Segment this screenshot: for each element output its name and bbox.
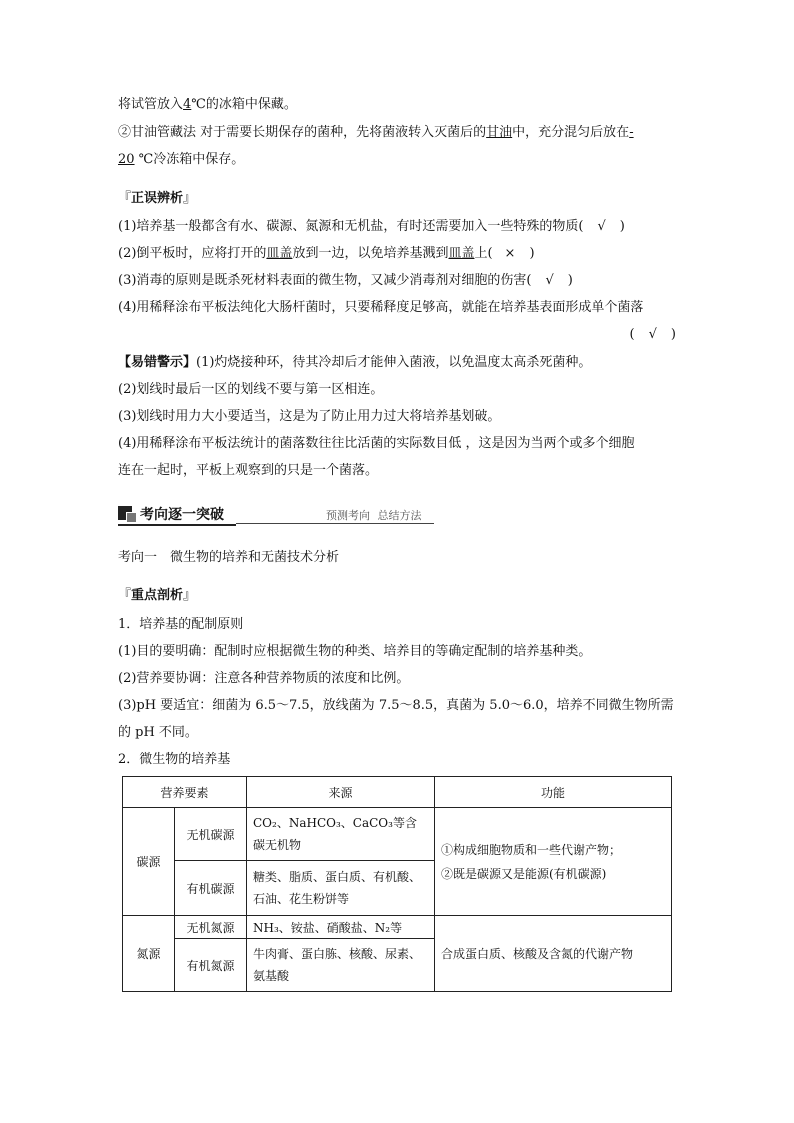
text: ℃冷冻箱中保存。: [134, 152, 245, 167]
text: ②甘油管藏法: [118, 125, 197, 140]
banner-square-icon-inner: [126, 512, 137, 523]
fill-blank: 甘油: [486, 125, 513, 140]
storage-line-1: [118, 96, 297, 114]
judge-item-4-answer: ( √ ): [629, 327, 676, 342]
medium-table: [122, 776, 672, 992]
principle-heading: 1．培养基的配制原则: [118, 617, 244, 632]
section-banner: [118, 503, 434, 527]
warning-line-1: 【易错警示】(1)灼烧接种环，待其冷却后才能伸入菌液，以免温度太高杀死菌种。: [118, 355, 592, 370]
judge-item-1: (1)培养基一般都含有水、碳源、氮源和无机盐，有时还需要加入一些特殊的物质( √ ): [118, 219, 625, 234]
judge-item-4: (4)用稀释涂布平板法纯化大肠杆菌时，只要稀释度足够高，就能在培养基表面形成单个菌落: [118, 300, 644, 315]
table-header: 营养要素: [123, 777, 247, 808]
storage-line-3: [118, 151, 244, 169]
cross-mark: ×: [504, 246, 516, 261]
table-cell: 碳源: [123, 808, 175, 916]
warning-line-5: 连在一起时，平板上观察到的只是一个菌落。: [118, 463, 379, 478]
fill-blank: 4: [183, 97, 192, 112]
table-cell: 无机碳源: [175, 808, 247, 861]
direction-title: 考向一 微生物的培养和无菌技术分析: [118, 550, 340, 565]
text: 对于需要长期保存的菌种，先将菌液转入灭菌后的: [196, 125, 487, 140]
check-mark: √: [597, 219, 606, 234]
table-cell: 氮源: [123, 916, 175, 992]
warning-line-3: (3)划线时用力大小要适当，这是为了防止用力过大将培养基划破。: [118, 409, 501, 424]
fill-blank: 20: [118, 152, 135, 167]
banner-rule: [236, 523, 434, 524]
banner-title: 考向逐一突破: [140, 507, 224, 523]
table-cell: CO₂、NaHCO₃、CaCO₃等含碳无机物: [247, 808, 435, 861]
fill-blank: -: [629, 125, 634, 140]
banner-rule-thick: [118, 524, 236, 526]
check-mark: √: [545, 273, 554, 288]
principle-1: (1)目的要明确：配制时应根据微生物的种类、培养目的等确定配制的培养基种类。: [118, 644, 592, 659]
table-cell: ①构成细胞物质和一些代谢产物； ②既是碳源又是能源(有机碳源): [435, 808, 672, 916]
section-heading-judge: 『正误辨析』: [118, 191, 197, 206]
section-heading-analysis: 『重点剖析』: [118, 588, 197, 603]
judge-item-2: (2)倒平板时，应将打开的皿盖放到一边，以免培养基溅到皿盖上( × ): [118, 246, 535, 261]
banner-subtitle: 预测考向 总结方法: [326, 509, 422, 522]
principle-3: (3)pH 要适宜：细菌为 6.5～7.5，放线菌为 7.5～8.5，真菌为 5.0～6.0，培养不同微生物所需: [118, 698, 674, 713]
check-mark: √: [648, 327, 657, 342]
table-row: [123, 808, 672, 861]
table-header-row: [123, 777, 672, 808]
table-row: [123, 916, 672, 939]
text: ℃的冰箱中保藏。: [191, 97, 297, 112]
judge-item-3: (3)消毒的原则是既杀死材料表面的微生物，又减少消毒剂对细胞的伤害( √ ): [118, 273, 573, 288]
storage-line-2: [118, 124, 634, 142]
principle-3-cont: 的 pH 不同。: [118, 725, 198, 740]
text: 将试管放入: [118, 97, 184, 112]
table-cell: 糖类、脂质、蛋白质、有机酸、石油、花生粉饼等: [247, 861, 435, 916]
text: 中，充分混匀后放在: [512, 125, 630, 140]
table-header: 功能: [435, 777, 672, 808]
warning-line-2: (2)划线时最后一区的划线不要与第一区相连。: [118, 382, 384, 397]
table-cell: NH₃、铵盐、硝酸盐、N₂等: [247, 916, 435, 939]
table-cell: 牛肉膏、蛋白胨、核酸、尿素、氨基酸: [247, 939, 435, 992]
table-header: 来源: [247, 777, 435, 808]
principle-2: (2)营养要协调：注意各种营养物质的浓度和比例。: [118, 671, 410, 686]
table-cell: 有机氮源: [175, 939, 247, 992]
table-cell: 有机碳源: [175, 861, 247, 916]
table-cell: 合成蛋白质、核酸及含氮的代谢产物: [435, 916, 672, 992]
medium-heading: 2．微生物的培养基: [118, 752, 231, 767]
warning-label: 【易错警示】: [118, 355, 197, 370]
table-cell: 无机氮源: [175, 916, 247, 939]
warning-line-4: (4)用稀释涂布平板法统计的菌落数往往比活菌的实际数目低 ，这是因为当两个或多个细胞: [118, 436, 635, 451]
